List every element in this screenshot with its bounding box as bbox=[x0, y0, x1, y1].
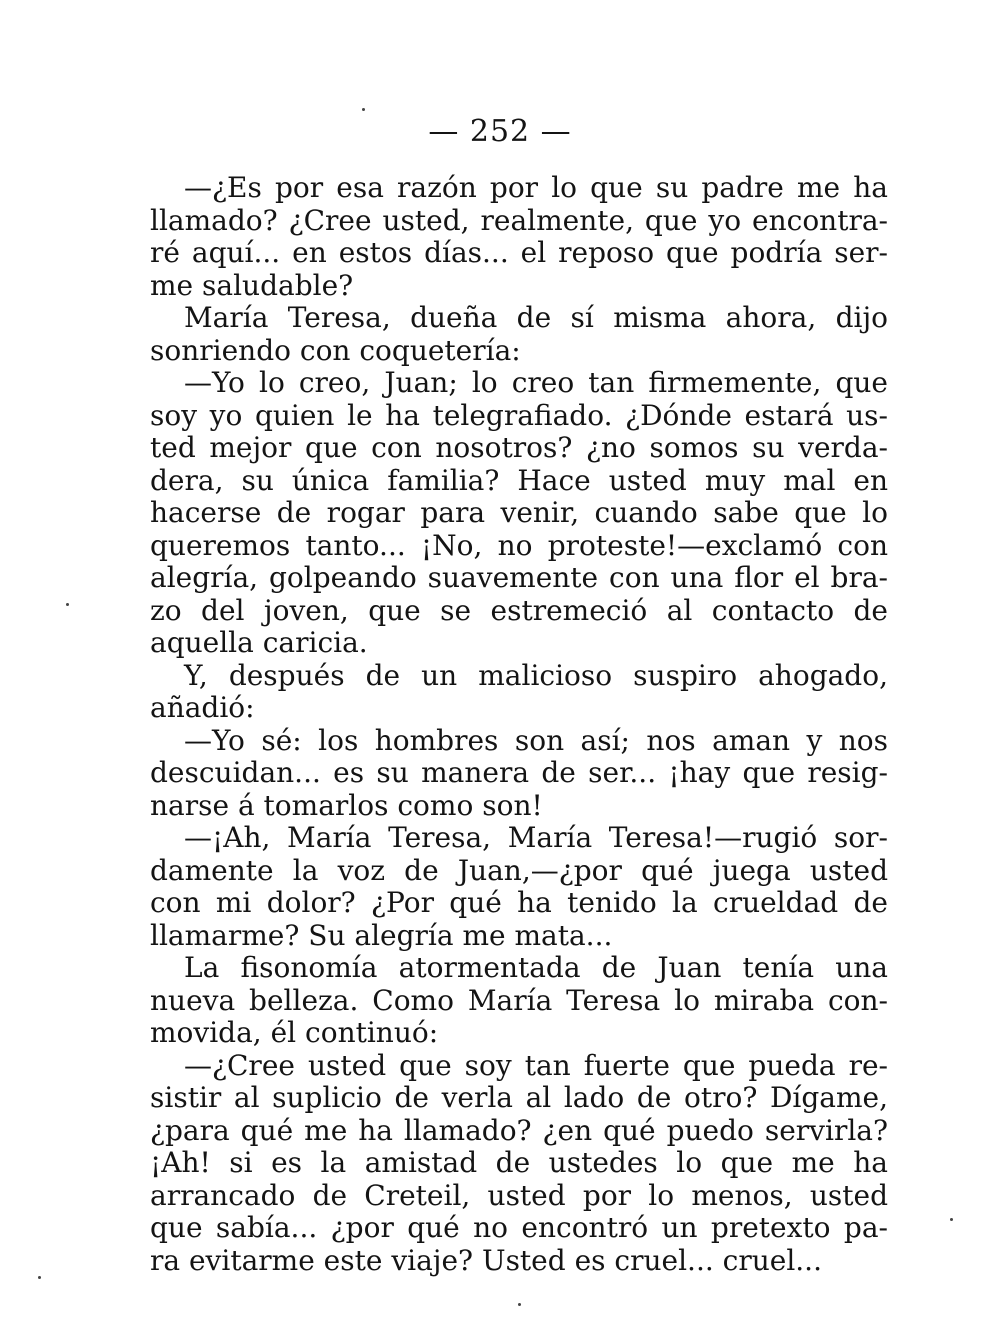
text-line: —Yo lo creo, Juan; lo creo tan firmemente, que bbox=[184, 366, 888, 399]
text-line: añadió: bbox=[150, 691, 255, 724]
text-line: queremos tanto... ¡No, no proteste!—exclamó con bbox=[150, 528, 888, 562]
text-line: —¿Cree usted que soy tan fuerte que pueda re- bbox=[184, 1048, 888, 1082]
body-text bbox=[150, 172, 888, 1277]
text-line: zo del joven, que se estremeció al contacto de bbox=[150, 593, 888, 627]
page-number: — 252 — bbox=[428, 114, 572, 149]
text-line: llamarme? Su alegría me mata... bbox=[150, 918, 613, 952]
text-line: —¡Ah, María Teresa, María Teresa!—rugió sor- bbox=[184, 821, 888, 854]
paper-speck bbox=[66, 603, 69, 606]
paper-speck bbox=[518, 1303, 521, 1306]
text-line: que sabía... ¿por qué no encontró un pretexto pa- bbox=[150, 1211, 888, 1244]
text-line: movida, él continuó: bbox=[150, 1016, 439, 1049]
text-line: ¡Ah! si es la amistad de ustedes lo que me ha bbox=[150, 1146, 888, 1179]
text-line: sistir al suplicio de verla al lado de otro? Dígame, bbox=[150, 1081, 888, 1114]
text-line: hacerse de rogar para venir, cuando sabe que lo bbox=[150, 496, 888, 529]
text-line: damente la voz de Juan,—¿por qué juega usted bbox=[150, 853, 888, 887]
text-line: alegría, golpeando suavemente con una flor el bra- bbox=[150, 561, 888, 594]
text-line: Y, después de un malicioso suspiro ahogado, bbox=[184, 658, 888, 692]
text-line: arrancado de Creteil, usted por lo menos, usted bbox=[150, 1178, 888, 1212]
text-line: me saludable? bbox=[150, 268, 354, 302]
text-line: ¿para qué me ha llamado? ¿en qué puedo servirla? bbox=[150, 1113, 888, 1147]
text-line: aquella caricia. bbox=[150, 626, 368, 659]
text-line: sonriendo con coquetería: bbox=[150, 333, 521, 367]
text-line: —¿Es por esa razón por lo que su padre me ha bbox=[184, 171, 888, 204]
paper-speck bbox=[362, 108, 365, 111]
text-line: ré aquí... en estos días... el reposo que podría ser- bbox=[150, 236, 888, 269]
text-line: narse á tomarlos como son! bbox=[150, 788, 543, 822]
text-line: llamado? ¿Cree usted, realmente, que yo encontra- bbox=[150, 203, 888, 237]
text-line: con mi dolor? ¿Por qué ha tenido la crueldad de bbox=[150, 886, 888, 919]
text-line: ra evitarme este viaje? Usted es cruel... cruel... bbox=[150, 1243, 822, 1277]
text-line: nueva belleza. Como María Teresa lo miraba con- bbox=[150, 983, 888, 1017]
text-line: María Teresa, dueña de sí misma ahora, dijo bbox=[184, 301, 888, 334]
paper-speck bbox=[38, 1276, 41, 1279]
text-line: La fisonomía atormentada de Juan tenía una bbox=[184, 951, 888, 984]
text-line: descuidan... es su manera de ser... ¡hay que resig- bbox=[150, 756, 888, 789]
text-line: ted mejor que con nosotros? ¿no somos su verda- bbox=[150, 431, 888, 464]
paper-speck bbox=[950, 1218, 953, 1221]
text-line: —Yo sé: los hombres son así; nos aman y nos bbox=[184, 723, 888, 757]
text-line: soy yo quien le ha telegrafiado. ¿Dónde estará us- bbox=[150, 398, 888, 432]
text-line: dera, su única familia? Hace usted muy mal en bbox=[150, 463, 888, 497]
